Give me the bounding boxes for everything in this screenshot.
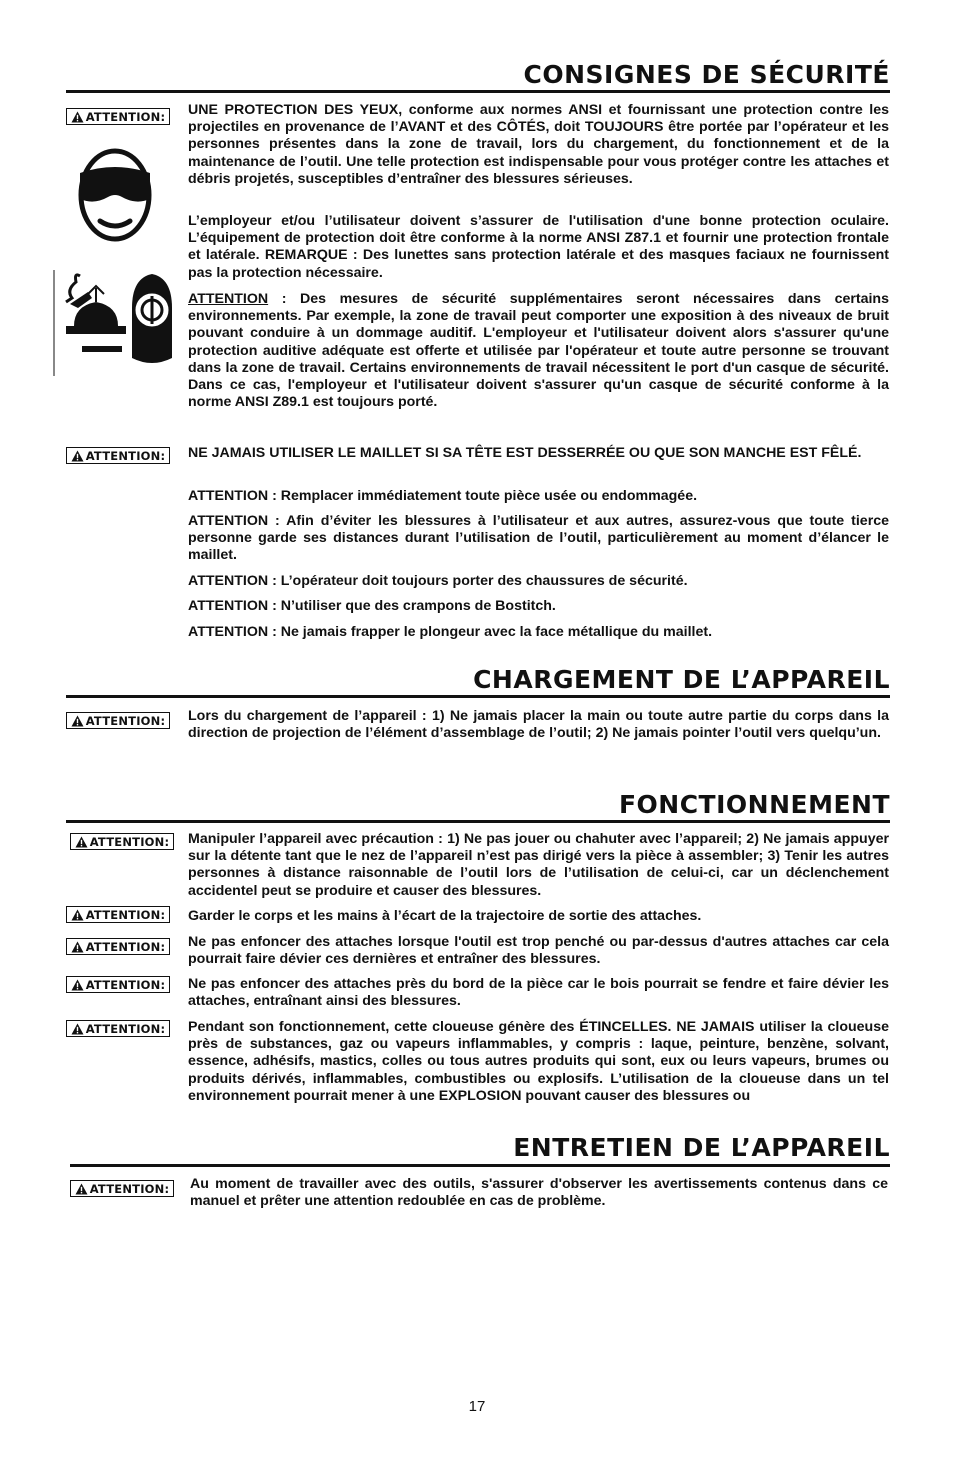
section-rule: [70, 1164, 890, 1167]
attention-underlined-label: ATTENTION: [188, 291, 269, 307]
attention-badge: ATTENTION:: [70, 1180, 174, 1197]
securite-paragraph-eyes: UNE PROTECTION DES YEUX, conforme aux normes ANSI et fournissant une protection contre les projectiles en provenance de l’AVANT et des CÔTÉS, doit TOUJOURS être portée par l’opérateur et les personnes présentes dans la zone de travail, lors du chargement, du fonctionnement et de la maintenance de l’outil. Une telle protection est indispensable pour vous protéger contre les attaches et débris projetés, susceptibles d’entraîner des blessures sérieuses.: [188, 102, 889, 187]
entretien-paragraph: Au moment de travailler avec des outils, s'assurer d'observer les avertissements contenus dans ce manuel et prêter une attention redoublée en cas de problème.: [190, 1176, 888, 1210]
chargement-paragraph: Lors du chargement de l’appareil : 1) Ne jamais placer la main ou toute autre partie du corps dans la direction de projection de l’élément d’assemblage de l’outil; 2) Ne jamais pointer l’outil vers quelqu’un.: [188, 708, 889, 742]
fonctionnement-paragraph-angle: Ne pas enfoncer des attaches lorsque l'outil est trop penché ou par-dessus d'autres attaches car cela pourrait faire dévier ces dernières et entraîner des blessures.: [188, 934, 889, 968]
warning-triangle-icon: [71, 979, 84, 991]
attention-badge: ATTENTION:: [66, 108, 170, 125]
fonctionnement-paragraph-handling: Manipuler l’appareil avec précaution : 1) Ne pas jouer ou chahuter avec l’appareil; 2) Ne jamais appuyer sur la détente tant que le nez de l’appareil n’est pas dirigé vers la pièce à assembler; 3) Tenir les autres personnes à distance raisonnable de l’outil lors de l’utilisation de celui-ci, car un déclenchement accidentel peut se produire et causer des blessures.: [188, 831, 889, 899]
goggles-icon: [74, 147, 156, 243]
warning-triangle-icon: [75, 836, 88, 848]
securite-paragraph-distance: ATTENTION : Afin d’éviter les blessures à l’utilisateur et aux autres, assurez-vous que toute tierce personne garde ses distances durant l’utilisation de l’outil, particulièrement au moment d’élancer le maillet.: [188, 513, 889, 564]
securite-paragraph-bostitch: ATTENTION : N’utiliser que des crampons de Bostitch.: [188, 598, 556, 614]
warning-triangle-icon: [71, 1023, 84, 1035]
section-title-securite: CONSIGNES DE SÉCURITÉ: [523, 60, 890, 89]
warning-triangle-icon: [71, 450, 84, 462]
securite-paragraph-shoes: ATTENTION : L’opérateur doit toujours porter des chaussures de sécurité.: [188, 573, 688, 589]
warning-triangle-icon: [75, 1183, 88, 1195]
fonctionnement-paragraph-sparks: Pendant son fonctionnement, cette cloueuse génère des ÉTINCELLES. NE JAMAIS utiliser la cloueuse près de substances, gaz ou vapeurs inflammables, y compris : laque, peinture, benzène, solvant, essence, adhésifs, mastics, colles ou tous autres produits qui sont, eux ou leurs vapeurs, brumes ou produits dérivés, inflammables, combustibles ou explosifs. L’utilisation de la cloueuse dans un tel environnement pourrait mener à une EXPLOSION pouvant causer des blessures ou: [188, 1019, 889, 1104]
securite-paragraph-employer: L’employeur et/ou l’utilisateur doivent s’assurer de l'utilisation d'une bonne protection oculaire. L’équipement de protection doit être conforme à la norme ANSI Z87.1 et fournir une protection frontale et latérale. REMARQUE : Des lunettes sans protection latérale et des masques faciaux ne fournissent pas la protection nécessaire.: [188, 213, 889, 281]
securite-paragraph-replace: ATTENTION : Remplacer immédiatement toute pièce usée ou endommagée.: [188, 488, 698, 504]
securite-paragraph-additional-text: : Des mesures de sécurité supplémentaires seront nécessaires dans certains environnements. Par exemple, la zone de travail peut comporter une exposition à des niveaux de bruit pouvant conduire à un dommage auditif. L'employeur et l'utilisateur doivent alors s'assurer qu'une protection auditive adéquate est offerte et utilisée par l'opérateur et toute autre personne se trouvant dans la zone de travail. Certains environnements de travail nécessitent le port d'un casque de sécurité. Dans ce cas, l'employeur et l'utilisateur doivent s'assurer qu'un casque de sécurité conforme à la norme ANSI Z89.1 est toujours porté.: [188, 291, 889, 411]
attention-badge: ATTENTION:: [66, 976, 170, 993]
attention-badge: ATTENTION:: [66, 1020, 170, 1037]
fonctionnement-paragraph-body: Garder le corps et les mains à l’écart de la trajectoire de sortie des attaches.: [188, 908, 702, 924]
warning-triangle-icon: [71, 715, 84, 727]
section-rule: [66, 90, 890, 93]
hard-hat-earmuffs-icon: [52, 268, 182, 378]
attention-badge: ATTENTION:: [66, 938, 170, 955]
attention-badge: ATTENTION:: [70, 833, 174, 850]
warning-triangle-icon: [71, 909, 84, 921]
warning-triangle-icon: [71, 111, 84, 123]
section-title-fonctionnement: FONCTIONNEMENT: [618, 790, 890, 819]
securite-paragraph-plongeur: ATTENTION : Ne jamais frapper le plongeur avec la face métallique du maillet.: [188, 624, 713, 640]
section-title-chargement: CHARGEMENT DE L’APPAREIL: [473, 665, 890, 694]
section-title-entretien: ENTRETIEN DE L’APPAREIL: [513, 1133, 890, 1162]
attention-badge: ATTENTION:: [66, 447, 170, 464]
fonctionnement-paragraph-edge: Ne pas enfoncer des attaches près du bord de la pièce car le bois pourrait se fendre et faire dévier les attaches, entraînant ainsi des blessures.: [188, 976, 889, 1010]
section-rule: [66, 820, 890, 823]
attention-badge: ATTENTION:: [66, 906, 170, 923]
warning-triangle-icon: [71, 941, 84, 953]
section-rule: [66, 695, 890, 698]
attention-badge: ATTENTION:: [66, 712, 170, 729]
securite-paragraph-additional: [188, 291, 889, 411]
page-number: 17: [468, 1398, 486, 1415]
securite-paragraph-maillet: NE JAMAIS UTILISER LE MAILLET SI SA TÊTE EST DESSERRÉE OU QUE SON MANCHE EST FÊLÉ.: [188, 445, 862, 461]
